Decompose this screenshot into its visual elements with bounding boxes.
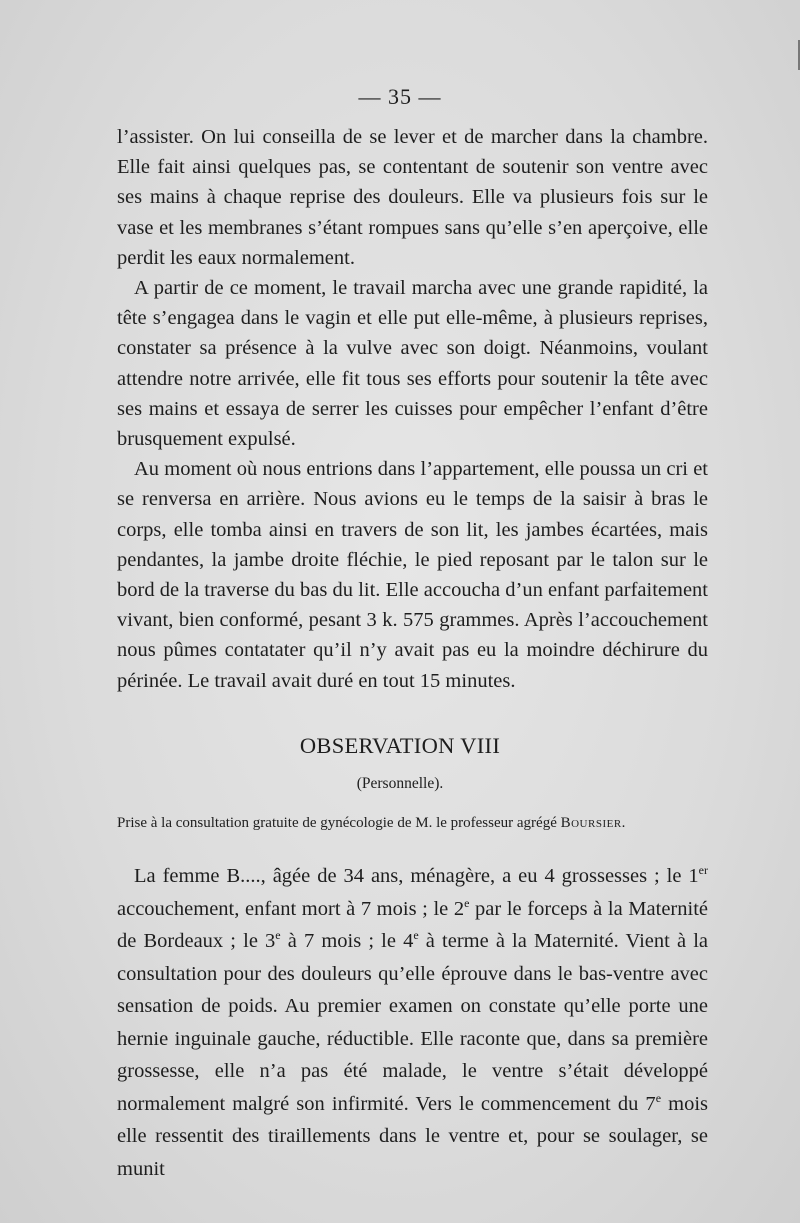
case-segment-2: accouchement, enfant mort à 7 mois ; le 2: [117, 897, 465, 920]
consultation-line: [117, 815, 717, 832]
paragraph-1: l’assister. On lui conseilla de se lever et de marcher dans la chambre. Elle fait ainsi quelques pas, se contentant de soutenir son ventre avec ses mains à chaque reprise des douleurs. Elle va plusieurs fois sur le vase et les membranes s’étant rompues sans qu’elle s’en aperçoive, elle perdit les eaux normalement.: [117, 126, 708, 269]
professor-name: Boursier.: [560, 815, 626, 831]
superscript-1: er: [698, 863, 708, 877]
page-number: — 35 —: [358, 84, 442, 109]
case-segment-4: à 7 mois ; le 4: [280, 930, 414, 952]
paragraph-2: A partir de ce moment, le travail marcha avec une grande rapidité, la tête s’engagea dans le vagin et elle put elle-même, à plusieurs reprises, constater sa présence à la vulve avec son doigt. Néanmoins, voulant attendre notre arrivée, elle fit tous ses efforts pour soutenir la tête avec ses mains et essaya de serrer les cuisses pour empêcher l’enfant d’être brusquement expulsé.: [117, 277, 708, 451]
paragraph-3: Au moment où nous entrions dans l’appartement, elle poussa un cri et se renversa en arrière. Nous avions eu le temps de la saisir à bras le corps, elle tomba ainsi en travers de son lit, les jambes écartées, mais pendantes, la jambe droite fléchie, le pied reposant par le talon sur le bord de la traverse du bas du lit. Elle accoucha d’un enfant parfaitement vivant, bien conformé, pesant 3 k. 575 grammes. Après l’accouchement nous pûmes contatater qu’il n’y avait pas eu la moindre déchirure du périnée. Le travail avait duré en tout 15 minutes.: [117, 458, 708, 692]
case-paragraph: [117, 860, 708, 1185]
superscript-2: e: [464, 895, 470, 910]
case-segment-5: à terme à la Maternité. Vient à la consultation pour des douleurs qu’elle éprouve dans le bas-ventre avec sensation de poids. Au premier examen on constate qu’elle porte une hernie inguinale gauche, réductible. Elle raconte que, dans sa première grossesse, elle n’a pas été malade, le ventre s’était développé normalement malgré son infirmité. Vers le commencement du 7: [117, 930, 708, 1115]
case-segment-6: mois elle ressentit des tiraillements dans le ventre et, pour se soulager, se munit: [117, 1092, 708, 1180]
case-segment-1: La femme B...., âgée de 34 ans, ménagère, a eu 4 grossesses ; le 1: [134, 865, 699, 887]
case-segment-3: par le forceps à la Maternité de Bordeaux ; le 3: [117, 897, 708, 952]
superscript-4: e: [413, 928, 419, 942]
superscript-3: e: [275, 928, 281, 942]
narrative-text: [117, 122, 708, 696]
case-text: [117, 860, 708, 1185]
superscript-5: e: [655, 1090, 662, 1105]
observation-title: OBSERVATION VIII: [299, 733, 501, 758]
observation-subtitle: (Personnelle).: [356, 775, 444, 792]
consultation-text: Prise à la consultation gratuite de gynécologie de M. le professeur agrégé: [117, 815, 561, 831]
